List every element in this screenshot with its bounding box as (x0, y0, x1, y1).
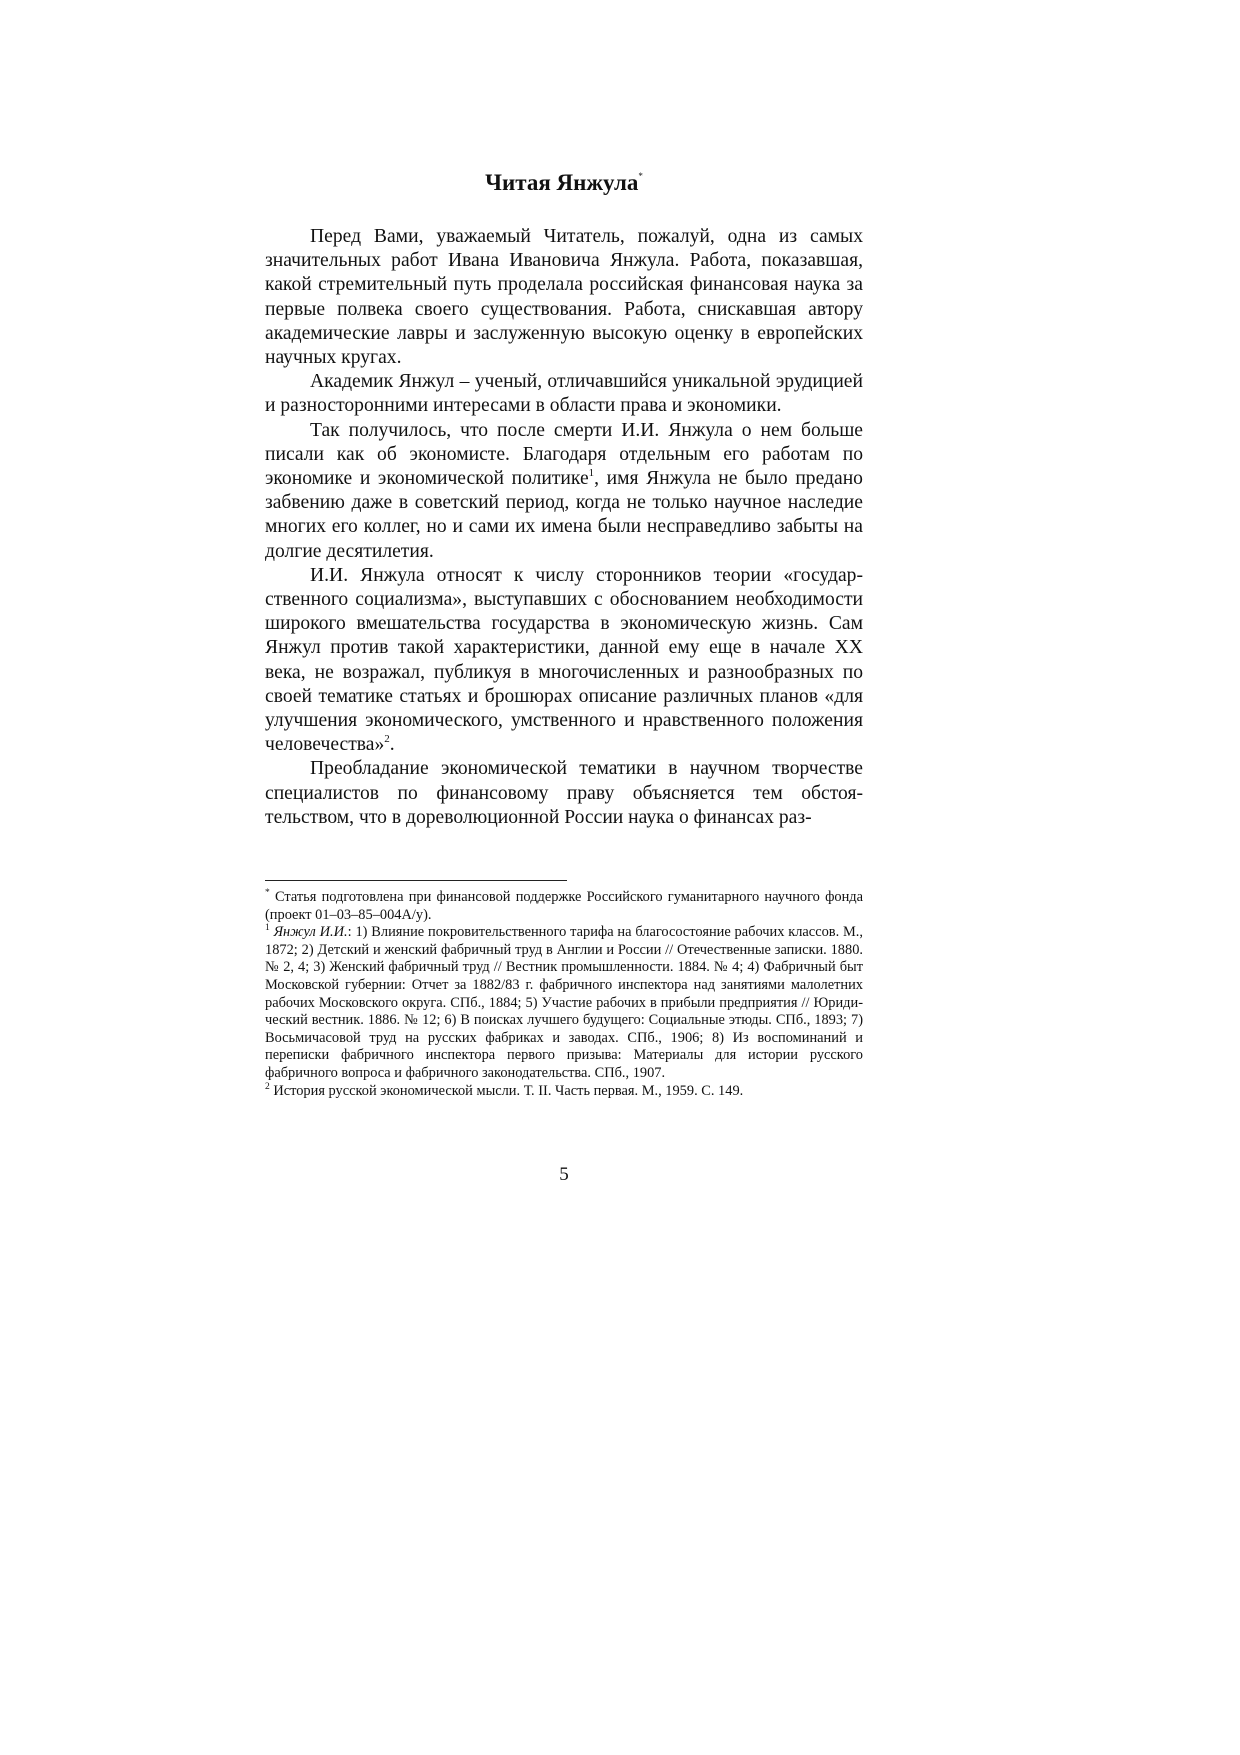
footnote-1 (265, 924, 863, 1082)
footnote-text: Статья подготовлена при финансовой поддержке Российского гуманитарного научного фонда (проект 01–03–85–004А/у). (265, 889, 863, 923)
paragraph-text: Преобладание экономической тематики в научном творчестве специалистов по финансовому праву объясняется тем обстоятельством, что в дореволюционной России наука о финансах раз- (265, 758, 863, 828)
title-text: Читая Янжула (485, 170, 639, 195)
footnote-marker: 2 (265, 1081, 270, 1092)
paragraph-text: . (389, 734, 395, 756)
paragraph-text: И.И. Янжула относят к числу сторонников теории «государственного социализма», выступавших с обоснованием необходимости широкого вмешательства государства в экономическую жизнь. Сам Янжул против такой характеристики, данной ему еще в начале XX века, не возражал, публикуя в многочисленных и разнообразных по своей тематике статьях и брошюрах описание различных планов «для улучшения экономического, умственного и нравственного положения человечества» (265, 564, 863, 756)
paragraph-5 (265, 757, 863, 830)
footnote-author: Янжул И.И. (273, 924, 348, 941)
title-footnote-marker: * (638, 171, 643, 181)
paragraph-4 (265, 564, 863, 758)
footnote-ref-1: 1 (588, 467, 595, 480)
footnote-marker: 1 (265, 923, 270, 934)
page-number: 5 (559, 1164, 569, 1185)
footnotes (265, 889, 863, 1100)
paragraph-text: , имя Янжула не было предано забвению даже в советский период, когда не только научное наследие многих его коллег, но и сами их имена были несправедливо забыты на долгие десятилетия. (265, 468, 863, 562)
footnote-text: : 1) Влияние покровительственного тарифа на благосостояние рабочих классов. М., 1872; 2) Детский и женский фабричный труд в Англии и России // Отечественные записки. 1880. № 2, 4; 3) Женский фабричный труд // Вестник промышленности. 1884. № 4; 4) Фабричный быт Московской губернии: Отчет за 1882/83 г. фабричного инспектора над занятиями малолетних рабочих Московского округа. СПб., 1884; 5) Участие рабочих в прибыли предприятия // Юридический вестник. 1886. № 12; 6) В поисках лучшего будущего: Социальные этюды. СПб., 1893; 7) Восьмичасовой труд на русских фабриках и заводах. СПб., 1906; 8) Из воспоминаний и переписки фабричного инспектора первого призыва: Материалы для истории русского фабричного вопроса и фабричного законодательства. СПб., 1907. (265, 924, 863, 1081)
footnote-text: История русской экономической мысли. Т. II. Часть первая. М., 1959. С. 149. (273, 1082, 744, 1099)
footnote-ref-2: 2 (384, 733, 390, 746)
paragraph-text: Академик Янжул – ученый, отличавшийся уникальной эрудицией и разносторонними интересами в области права и экономики. (265, 371, 863, 417)
paragraph-text: Так получилось, что после смерти И.И. Янжула о нем больше писали как об экономисте. Благодаря отдельным его работам по экономике и экономической политике (265, 419, 863, 490)
paragraph-text: Перед Вами, уважаемый Читатель, пожалуй, одна из самых значительных работ Ивана Ивановича Янжула. Работа, показавшая, какой стремительный путь проделала российская финансовая наука за первые полвека своего существования. Работа, снискавшая автору академические лавры и заслуженную высокую оценку в европейских научных кругах. (265, 226, 863, 369)
footnote-separator (265, 880, 567, 881)
paragraph-3 (265, 419, 863, 564)
body-text (265, 225, 863, 830)
footnote-marker: * (265, 888, 270, 898)
footnote-star (265, 889, 863, 924)
footnote-2 (265, 1083, 863, 1101)
page-title (265, 168, 863, 198)
paragraph-2 (265, 370, 863, 418)
paragraph-1 (265, 225, 863, 370)
